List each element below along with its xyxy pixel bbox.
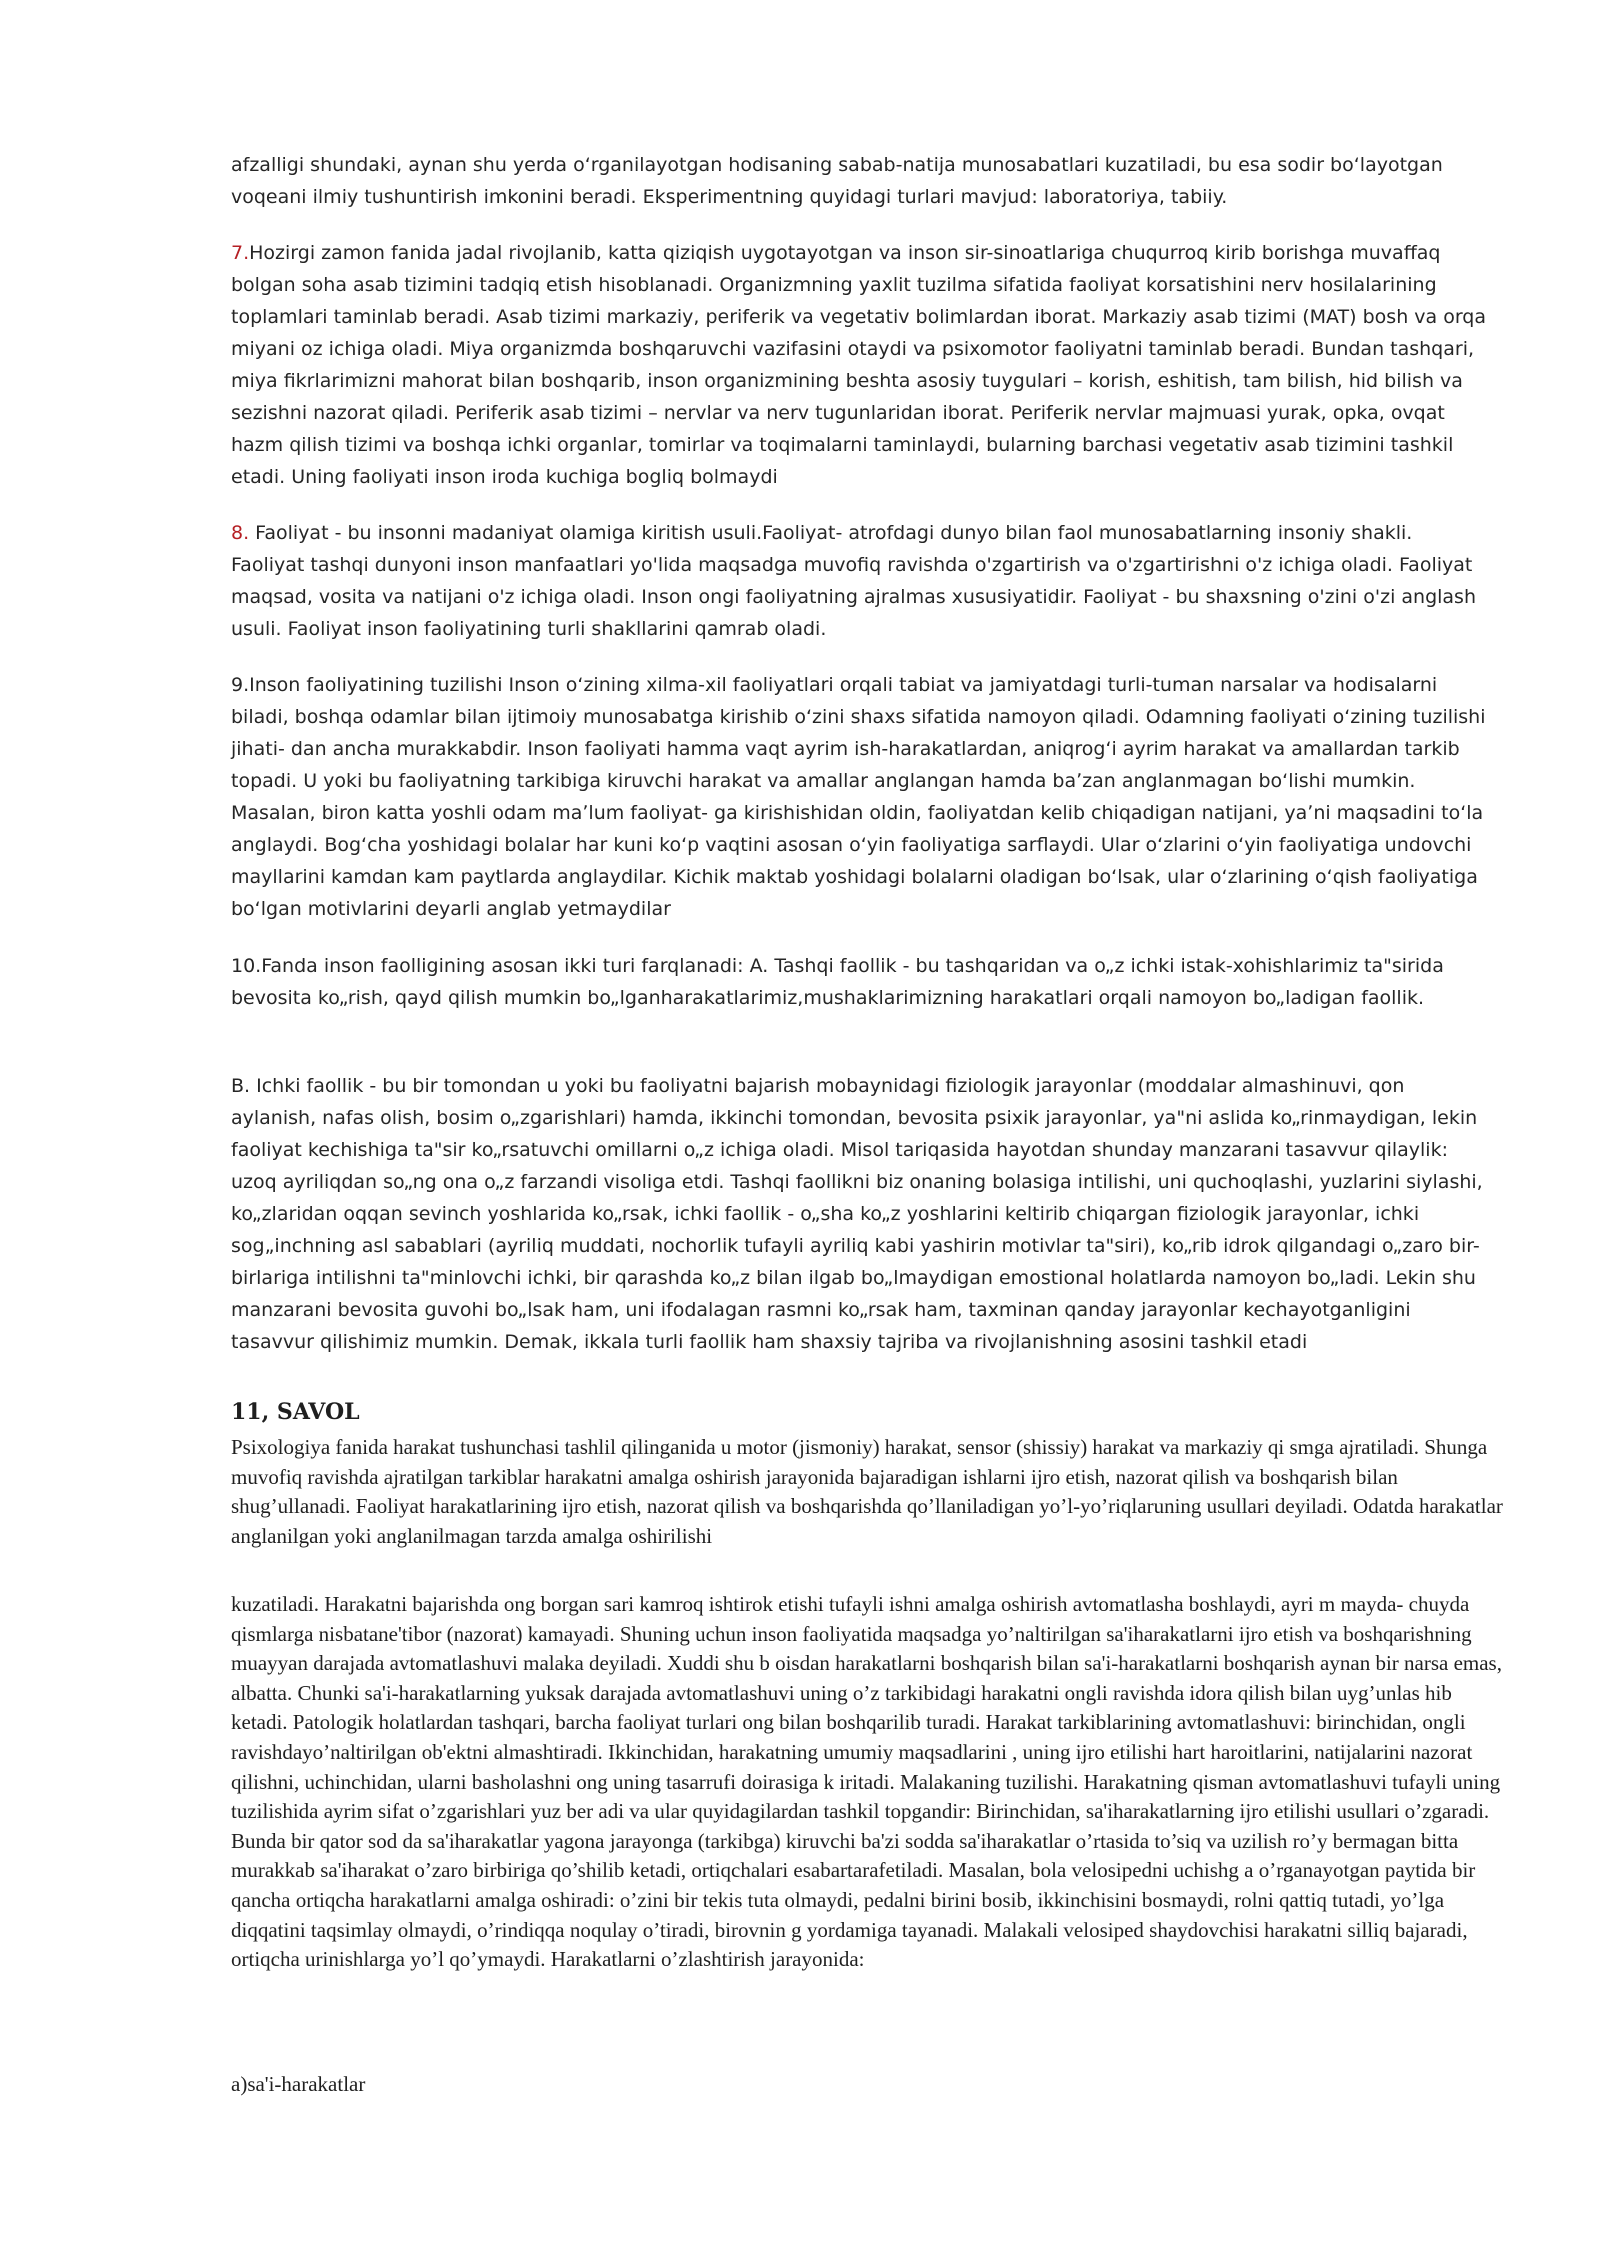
paragraph-7 (231, 237, 1491, 493)
paragraph-b (231, 1070, 1491, 1358)
savol-paragraph-3-text: a)sa'i-harakatlar (231, 2072, 366, 2096)
paragraph-8 (231, 517, 1491, 645)
section-heading-11: 11, SAVOL (231, 1399, 360, 1425)
savol-paragraph-1 (231, 1433, 1506, 1551)
savol-paragraph-2 (231, 1590, 1506, 1975)
paragraph-intro (231, 149, 1491, 213)
paragraph-8-number: 8. (231, 522, 250, 544)
paragraph-7-number: 7. (231, 242, 250, 264)
savol-paragraph-2-text: kuzatiladi. Harakatni bajarishda ong borgan sari kamroq ishtirok etishi tufayli ishni amalga oshirish avtomatlasha boshlaydi, ayri m mayda- chuyda qismlarga nisbatane'tibor (nazorat) kamayadi. Shuning uchun inson faoliyatida maqsadga yo’naltirilgan sa'iharakatlarni ijro etish va boshqarishning muayyan darajada avtomatlashuvi malaka deyiladi. Xuddi shu b oisdan harakatlarni boshqarish bilan sa'i-harakatlarni boshqarish aynan bir narsa emas, albatta. Chunki sa'i-harakatlarning yuksak darajada avtomatlashuvi uning o’z tarkibidagi harakatni ongli ravishda idora qilish bilan uyg’unlas hib ketadi. Patologik holatlardan tashqari, barcha faoliyat turlari ong bilan boshqarilib turadi. Harakat tarkiblarining avtomatlashuvi: birinchidan, ongli ravishdayo’naltirilgan ob'ektni almashtiradi. Ikkinchidan, harakatning umumiy maqsadlarini , uning ijro etilishi hart haroitlarini, natijalarini nazorat qilishni, uchinchidan, ularni basholashni ong uning tasarrufi doirasiga k iritadi. Malakaning tuzilishi. Harakatning qisman avtomatlashuvi tufayli uning tuzilishida ayrim sifat o’zgarishlari yuz ber adi va ular quyidagilardan tashkil topgandir: Birinchidan, sa'iharakatlarning ijro etilishi usullari o’zgaradi. Bunda bir qator sod da sa'iharakatlar yagona jarayonga (tarkibga) kiruvchi ba'zi sodda sa'iharakatlar o’rtasida to’siq va uzilish ro’y bermagan bitta murakkab sa'iharakat o’zaro birbiriga qo’shilib ketadi, ortiqchalari esabartarafetiladi. Masalan, bola velosipedni uchishg a o’rganayotgan paytida bir qancha ortiqcha harakatlarni amalga oshiradi: o’zini bir tekis tuta olmaydi, pedalni birini bosib, ikkinchisini bosmaydi, rolni qattiq tutadi, yo’lga diqqatini taqsimlay olmaydi, o’rindiqqa noqulay o’tiradi, birovnin g yordamiga tayanadi. Malakali velosiped shaydovchisi harakatni silliq bajaradi, ortiqcha urinishlarga yo’l qo’ymaydi. Harakatlarni o’zlashtirish jarayonida: (231, 1592, 1502, 1972)
paragraph-intro-text: afzalligi shundaki, aynan shu yerda oʻrganilayotgan hodisaning sabab-natija munosabatlari kuzatiladi, bu esa sodir boʻlayotgan voqeani ilmiy tushuntirish imkonini beradi. Eksperimentning quyidagi turlari mavjud: laboratoriya, tabiiy. (231, 154, 1443, 208)
paragraph-9-text: 9.Inson faoliyatining tuzilishi Inson oʻzining xilma-xil faoliyatlari orqali tabiat va jamiyatdagi turli-tuman narsalar va hodisalarni biladi, boshqa odamlar bilan ijtimoiy munosabatga kirishib oʻzini shaxs sifatida namoyon qiladi. Odamning faoliyati oʻzining tuzilishi jihati- dan ancha murakkabdir. Inson faoliyati hamma vaqt ayrim ish-harakatlardan, aniqrogʻi ayrim harakat va amallardan tarkib topadi. U yoki bu faoliyatning tarkibiga kiruvchi harakat va amallar anglangan hamda baʼzan anglanmagan boʻlishi mumkin. Masalan, biron katta yoshli odam maʼlum faoliyat- ga kirishishidan oldin, faoliyatdan kelib chiqadigan natijani, yaʼni maqsadini toʻla anglaydi. Bogʻcha yoshidagi bolalar har kuni koʻp vaqtini asosan oʻyin faoliyatiga sarflaydi. Ular oʻzlarini oʻyin faoliyatiga undovchi mayllarini kamdan kam paytlarda anglaydilar. Kichik maktab yoshidagi bolalarni oladigan boʻlsak, ular oʻzlarining oʻqish faoliyatiga boʻlgan motivlarini deyarli anglab yetmaydilar (231, 674, 1486, 920)
savol-paragraph-1-text: Psixologiya fanida harakat tushunchasi tashlil qilinganida u motor (jismoniy) harakat, sensor (shissiy) harakat va markaziy qi smga ajratiladi. Shunga muvofiq ravishda ajratilgan tarkiblar harakatni amalga oshirish jarayonida bajaradigan ishlarni ijro etish, nazorat qilish va boshqarish bilan shug’ullanadi. Faoliyat harakatlarining ijro etish, nazorat qilish va boshqarishda qo’llaniladigan yo’l-yo’riqlaruning usullari deyiladi. Odatda harakatlar anglanilgan yoki anglanilmagan tarzda amalga oshirilishi (231, 1435, 1503, 1548)
paragraph-8-text: Faoliyat - bu insonni madaniyat olamiga kiritish usuli.Faoliyat- atrofdagi dunyo bilan faol munosabatlarning insoniy shakli. Faoliyat tashqi dunyoni inson manfaatlari yo'lida maqsadga muvofiq ravishda o'zgartirish va o'zgartirishni o'z ichiga oladi. Faoliyat maqsad, vosita va natijani o'z ichiga oladi. Inson ongi faoliyatning ajralmas xususiyatidir. Faoliyat - bu shaxsning o'zini o'zi anglash usuli. Faoliyat inson faoliyatining turli shakllarini qamrab oladi. (231, 522, 1476, 640)
paragraph-10 (231, 950, 1491, 1014)
savol-paragraph-3 (231, 2070, 1506, 2100)
paragraph-10-text: 10.Fanda inson faolligining asosan ikki turi farqlanadi: A. Tashqi faollik - bu tashqaridan va o„z ichki istak-xohishlarimiz ta"sirida bevosita ko„rish, qayd qilish mumkin bo„lganharakatlarimiz,mushaklarimizning harakatlari orqali namoyon bo„ladigan faollik. (231, 955, 1444, 1009)
paragraph-b-text: B. Ichki faollik - bu bir tomondan u yoki bu faoliyatni bajarish mobaynidagi fiziologik jarayonlar (moddalar almashinuvi, qon aylanish, nafas olish, bosim o„zgarishlari) hamda, ikkinchi tomondan, bevosita psixik jarayonlar, ya"ni aslida ko„rinmaydigan, lekin faoliyat kechishiga ta"sir ko„rsatuvchi omillarni o„z ichiga oladi. Misol tariqasida hayotdan shunday manzarani tasavvur qilaylik: uzoq ayriliqdan so„ng ona o„z farzandi visoliga etdi. Tashqi faollikni biz onaning bolasiga intilishi, uni quchoqlashi, yuzlarini siylashi, ko„zlaridan oqqan sevinch yoshlarida ko„rsak, ichki faollik - o„sha ko„z yoshlarini keltirib chiqargan fiziologik jarayonlar, ichki sog„inchning asl sabablari (ayriliq muddati, nochorlik tufayli ayriliq kabi yashirin motivlar ta"siri), ko„rib idrok qilgandagi o„zaro bir-birlariga intilishni ta"minlovchi ichki, bir qarashda ko„z bilan ilgab bo„lmaydigan emostional holatlarda namoyon bo„ladi. Lekin shu manzarani bevosita guvohi bo„lsak ham, uni ifodalagan rasmni ko„rsak ham, taxminan qanday jarayonlar kechayotganligini tasavvur qilishimiz mumkin. Demak, ikkala turli faollik ham shaxsiy tajriba va rivojlanishning asosini tashkil etadi (231, 1075, 1483, 1353)
paragraph-7-text: Hozirgi zamon fanida jadal rivojlanib, katta qiziqish uygotayotgan va inson sir-sinoatlariga chuqurroq kirib borishga muvaffaq bolgan soha asab tizimini tadqiq etish hisoblanadi. Organizmning yaxlit tuzilma sifatida faoliyat korsatishini nerv hosilalarining toplamlari taminlab beradi. Asab tizimi markaziy, periferik va vegetativ bolimlardan iborat. Markaziy asab tizimi (MAT) bosh va orqa miyani oz ichiga oladi. Miya organizmda boshqaruvchi vazifasini otaydi va psixomotor faoliyatni taminlab beradi. Bundan tashqari, miya fikrlarimizni mahorat bilan boshqarib, inson organizmining beshta asosiy tuygulari – korish, eshitish, tam bilish, hid bilish va sezishni nazorat qiladi. Periferik asab tizimi – nervlar va nerv tugunlaridan iborat. Periferik nervlar majmuasi yurak, opka, ovqat hazm qilish tizimi va boshqa ichki organlar, tomirlar va toqimalarni taminlaydi, bularning barchasi vegetativ asab tizimini tashkil etadi. Uning faoliyati inson iroda kuchiga bogliq bolmaydi (231, 242, 1487, 488)
paragraph-9 (231, 669, 1491, 925)
